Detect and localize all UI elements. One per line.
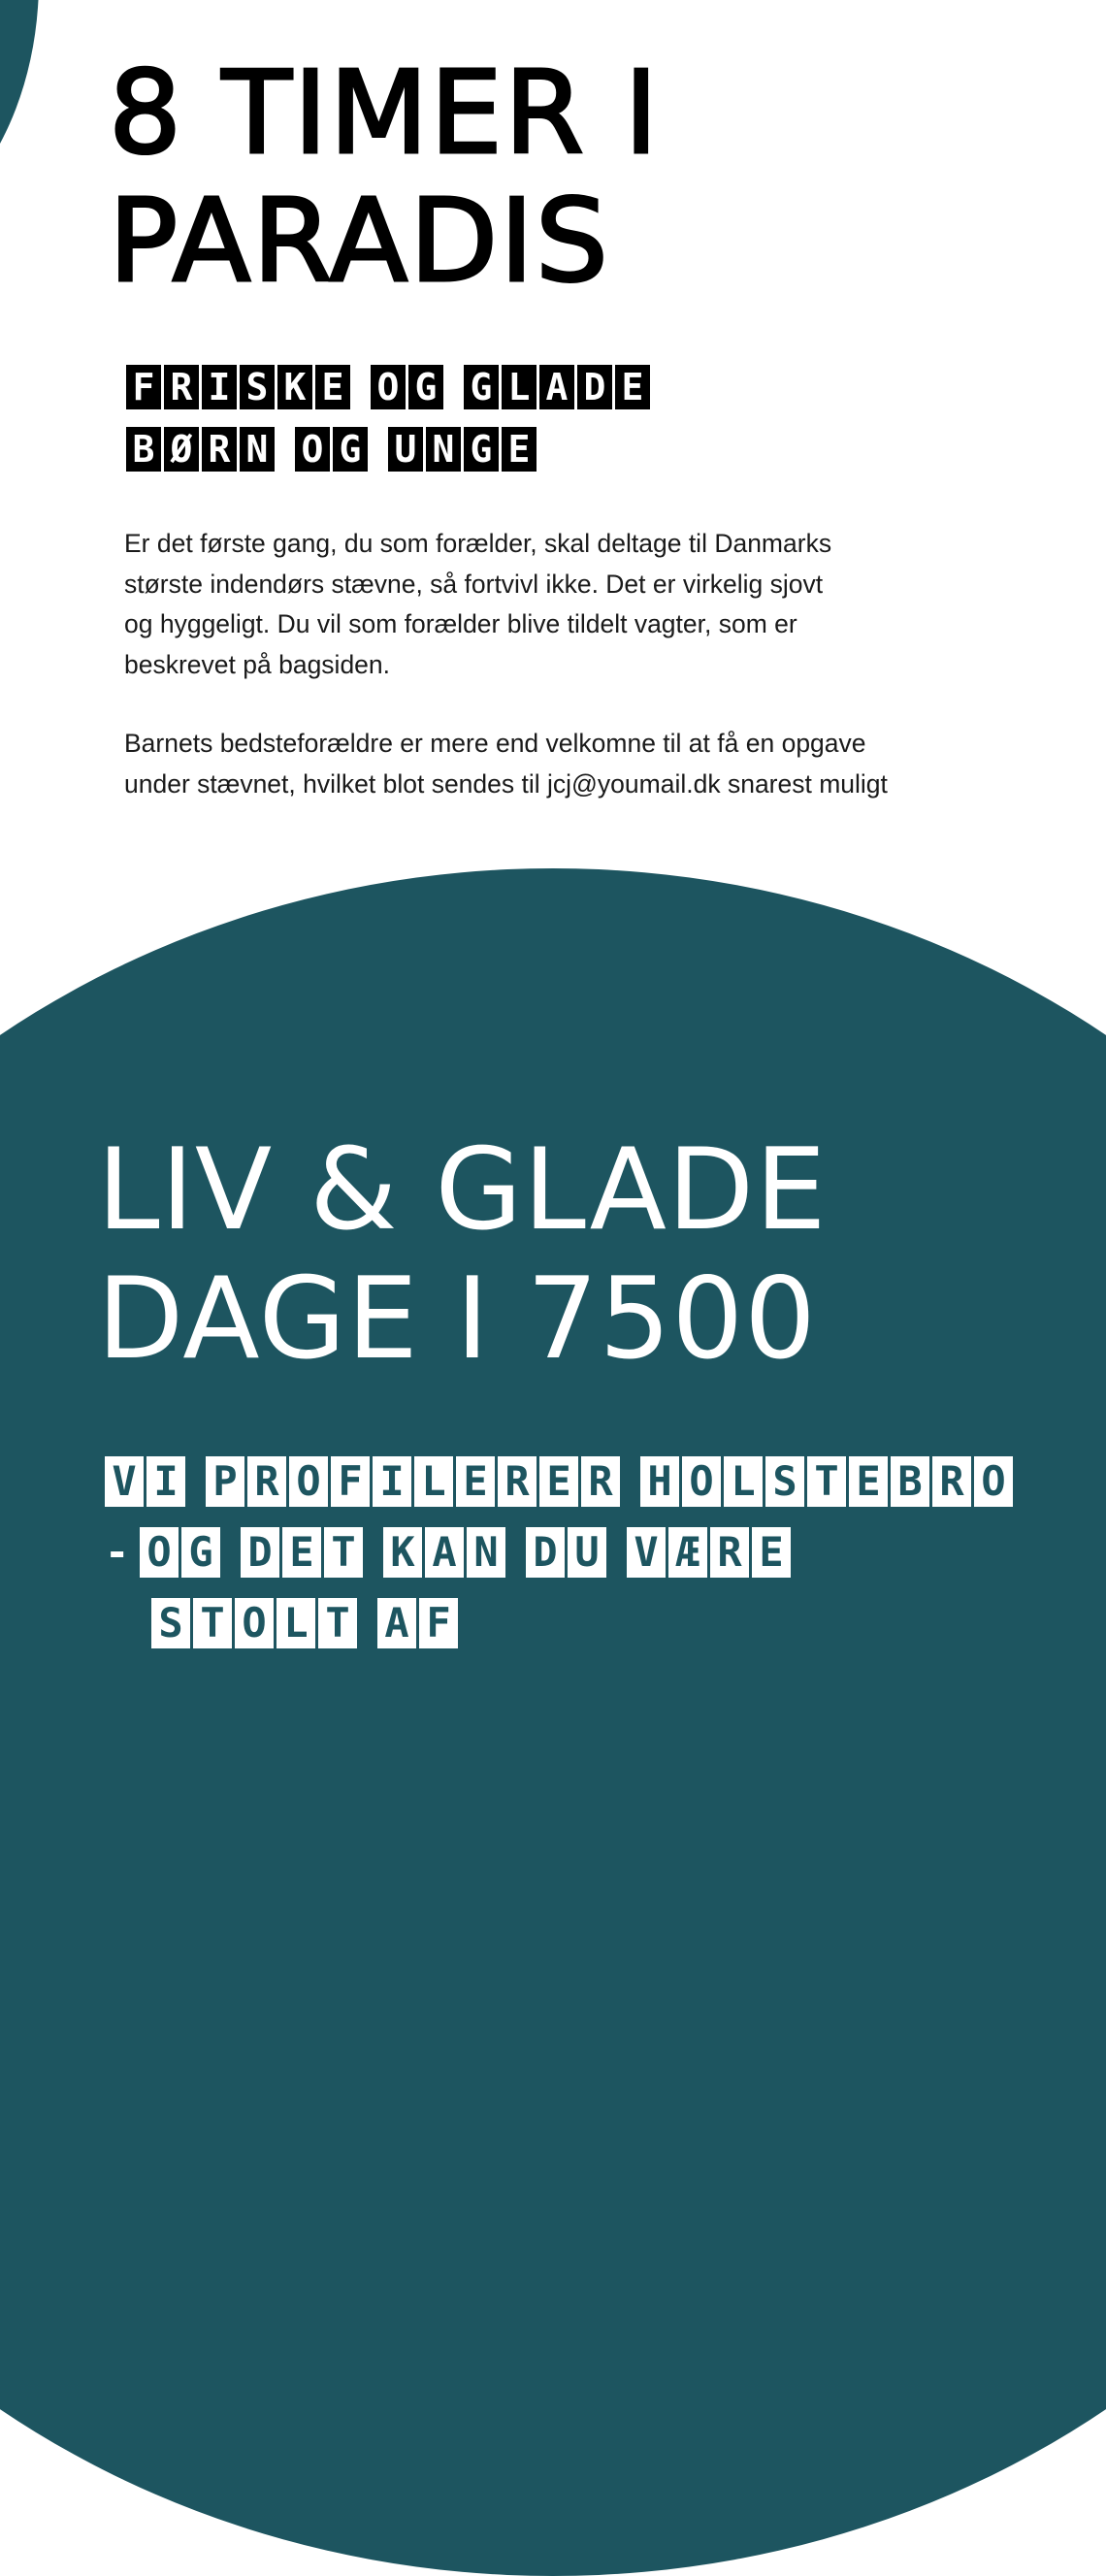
stamp-word	[383, 1527, 508, 1578]
intro-text	[124, 524, 1099, 843]
stamp-letter: I	[146, 1456, 185, 1507]
stamp-letter: G	[408, 365, 443, 409]
stamp-letter: A	[539, 365, 574, 409]
stamp-letter: O	[682, 1456, 721, 1507]
stamp-word	[105, 1456, 188, 1507]
stamp-letter: S	[765, 1456, 804, 1507]
corner-decoration	[0, 0, 39, 252]
stamp-word	[140, 1527, 223, 1578]
intro-paragraph-1: Er det første gang, du som forælder, skal deltage til Danmarks største indendørs stævne, så fortvivl ikke. Det er virkelig sjovt og hyggeligt. Du vil som forælder blive tildelt vagter, som er beskrevet på bagsiden.	[124, 529, 832, 679]
stamp-word	[377, 1598, 461, 1648]
stamp-letter: D	[526, 1527, 565, 1578]
subtitle-line-1	[126, 347, 653, 409]
stamp-word	[464, 365, 653, 409]
stamp-letter: S	[151, 1598, 190, 1648]
stamp-letter: F	[331, 1456, 370, 1507]
stamp-letter: S	[240, 365, 275, 409]
stamp-letter: O	[295, 427, 330, 472]
stamp-word	[640, 1456, 1016, 1507]
tagline-line-1	[105, 1436, 1016, 1507]
intro-paragraph-2: Barnets bedsteforældre er mere end velkomne til at få en opgave under stævnet, hvilket blot sendes til jcj@youmail.dk snarest muligt	[124, 729, 888, 799]
stamp-letter: A	[425, 1527, 464, 1578]
stamp-word	[526, 1527, 609, 1578]
stamp-letter: K	[383, 1527, 422, 1578]
stamp-letter: R	[247, 1456, 286, 1507]
headline-line-1: LIV & GLADE	[97, 1125, 828, 1255]
subtitle-block	[126, 347, 653, 472]
stamp-letter: E	[456, 1456, 495, 1507]
stamp-letter: I	[202, 365, 237, 409]
stamp-letter: G	[181, 1527, 220, 1578]
stamp-letter: D	[577, 365, 612, 409]
stamp-letter: O	[140, 1527, 179, 1578]
stamp-letter: U	[388, 427, 423, 472]
stamp-letter: N	[467, 1527, 505, 1578]
subtitle-line-2	[126, 409, 653, 472]
stamp-letter: V	[627, 1527, 666, 1578]
stamp-word	[151, 1598, 360, 1648]
stamp-letter: B	[126, 427, 161, 472]
stamp-letter: O	[974, 1456, 1013, 1507]
stamp-word	[126, 427, 277, 472]
stamp-letter: U	[568, 1527, 606, 1578]
stamp-word	[126, 365, 353, 409]
stamp-word	[627, 1527, 794, 1578]
stamp-letter: N	[240, 427, 275, 472]
stamp-letter: G	[464, 427, 499, 472]
stamp-letter: E	[282, 1527, 321, 1578]
tagline-dash: -	[105, 1528, 130, 1576]
stamp-letter: R	[202, 427, 237, 472]
stamp-letter: H	[640, 1456, 679, 1507]
stamp-letter: L	[502, 365, 537, 409]
stamp-letter: N	[426, 427, 461, 472]
stamp-letter: E	[539, 1456, 578, 1507]
stamp-letter: L	[276, 1598, 315, 1648]
stamp-letter: E	[752, 1527, 791, 1578]
stamp-letter: O	[289, 1456, 328, 1507]
tagline-block	[105, 1436, 1016, 1648]
stamp-letter: E	[502, 427, 537, 472]
stamp-letter: A	[377, 1598, 416, 1648]
stamp-letter: O	[371, 365, 406, 409]
stamp-letter: O	[235, 1598, 274, 1648]
stamp-letter: R	[498, 1456, 537, 1507]
stamp-letter: L	[414, 1456, 453, 1507]
stamp-word	[388, 427, 539, 472]
stamp-word	[371, 365, 446, 409]
poster-title	[109, 46, 661, 308]
stamp-word	[241, 1527, 366, 1578]
stamp-letter: T	[807, 1456, 846, 1507]
stamp-letter: R	[710, 1527, 749, 1578]
stamp-letter: E	[615, 365, 650, 409]
stamp-letter: R	[164, 365, 199, 409]
stamp-letter: Æ	[668, 1527, 707, 1578]
stamp-letter: R	[581, 1456, 620, 1507]
tagline-line-2-row	[105, 1507, 1016, 1578]
stamp-letter: T	[318, 1598, 357, 1648]
stamp-letter: L	[724, 1456, 763, 1507]
stamp-letter: G	[464, 365, 499, 409]
stamp-letter: F	[126, 365, 161, 409]
stamp-letter: E	[849, 1456, 888, 1507]
stamp-letter: P	[206, 1456, 244, 1507]
stamp-letter: T	[193, 1598, 232, 1648]
stamp-letter: R	[932, 1456, 971, 1507]
stamp-letter: V	[105, 1456, 144, 1507]
stamp-letter: T	[324, 1527, 363, 1578]
stamp-letter: Ø	[164, 427, 199, 472]
title-line-2: PARADIS	[109, 174, 610, 308]
headline-line-2: DAGE I 7500	[97, 1254, 817, 1385]
stamp-word	[295, 427, 371, 472]
stamp-letter: G	[333, 427, 368, 472]
stamp-letter: B	[891, 1456, 929, 1507]
stamp-letter: F	[419, 1598, 458, 1648]
headline	[97, 1125, 828, 1384]
stamp-letter: K	[277, 365, 312, 409]
tagline-line-2	[140, 1507, 794, 1578]
stamp-letter: E	[315, 365, 350, 409]
stamp-word	[206, 1456, 623, 1507]
stamp-letter: D	[241, 1527, 279, 1578]
stamp-letter: I	[373, 1456, 411, 1507]
tagline-line-3	[105, 1578, 1016, 1648]
title-line-1: 8 TIMER I	[109, 46, 661, 179]
